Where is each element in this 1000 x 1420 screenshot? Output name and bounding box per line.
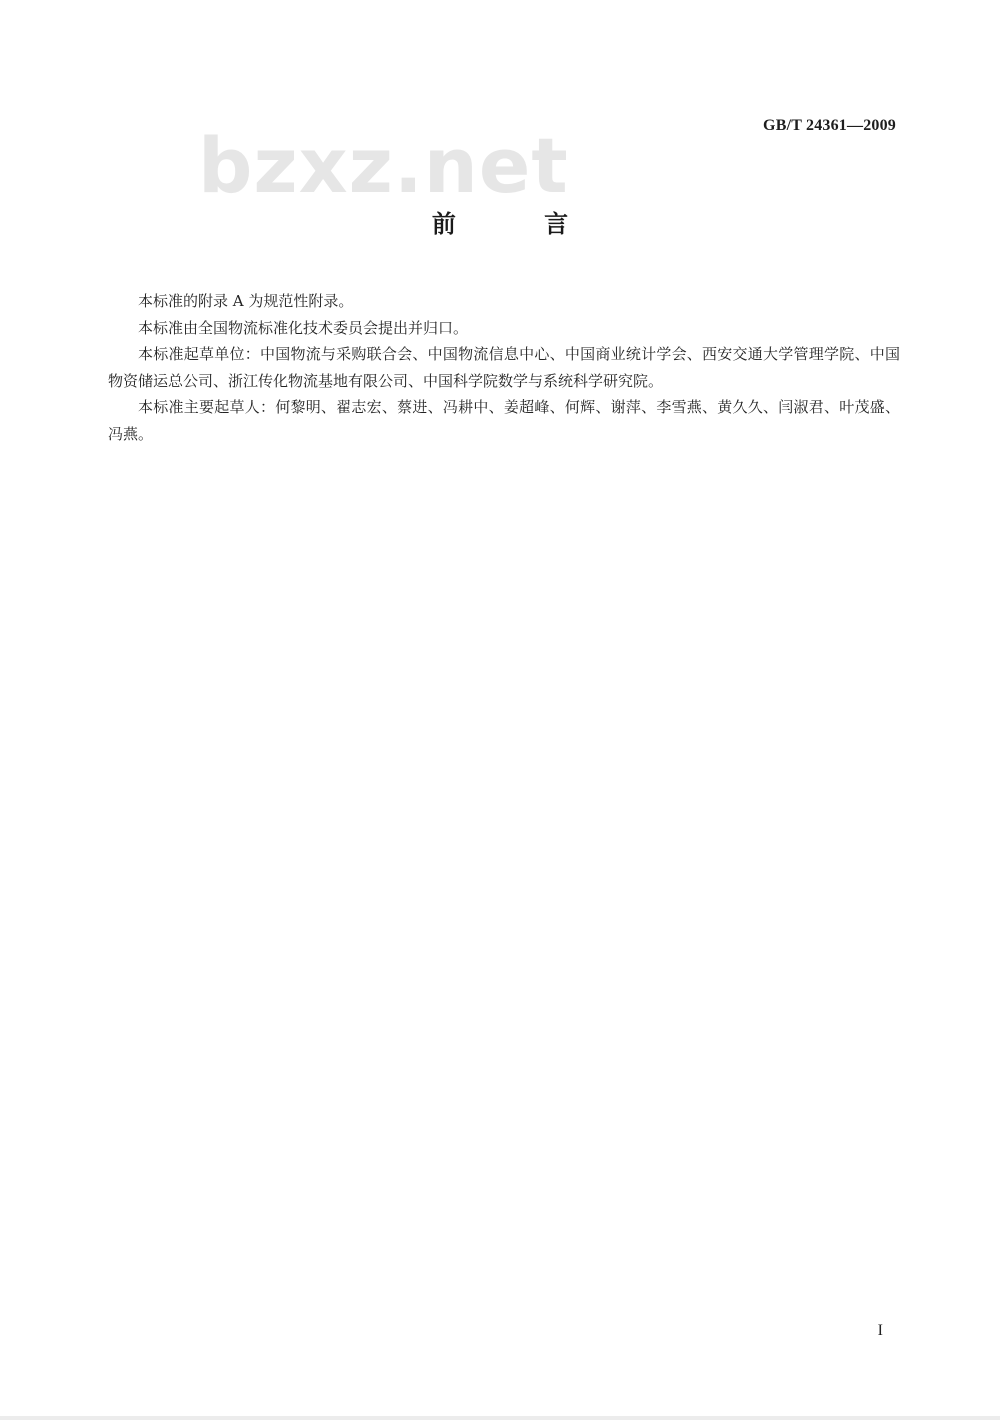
watermark: bzxz.net — [198, 121, 569, 210]
page-title: 前 言 — [431, 210, 609, 238]
bottom-divider — [0, 1416, 1000, 1420]
paragraph-drafting-units: 本标准起草单位：中国物流与采购联合会、中国物流信息中心、中国商业统计学会、西安交通大学管理学院、中国物资储运总公司、浙江传化物流基地有限公司、中国科学院数学与系统科学研究院。 — [108, 345, 900, 390]
paragraph-drafters: 本标准主要起草人：何黎明、翟志宏、蔡进、冯耕中、姜超峰、何辉、谢萍、李雪燕、黄久久、闫淑君、叶茂盛、冯燕。 — [108, 398, 900, 443]
standard-code: GB/T 24361—2009 — [763, 117, 896, 134]
body-text — [108, 288, 900, 447]
paragraph-annex: 本标准的附录 A 为规范性附录。 — [138, 292, 354, 310]
paragraph-proposer: 本标准由全国物流标准化技术委员会提出并归口。 — [138, 318, 469, 337]
page-number: I — [877, 1322, 883, 1339]
